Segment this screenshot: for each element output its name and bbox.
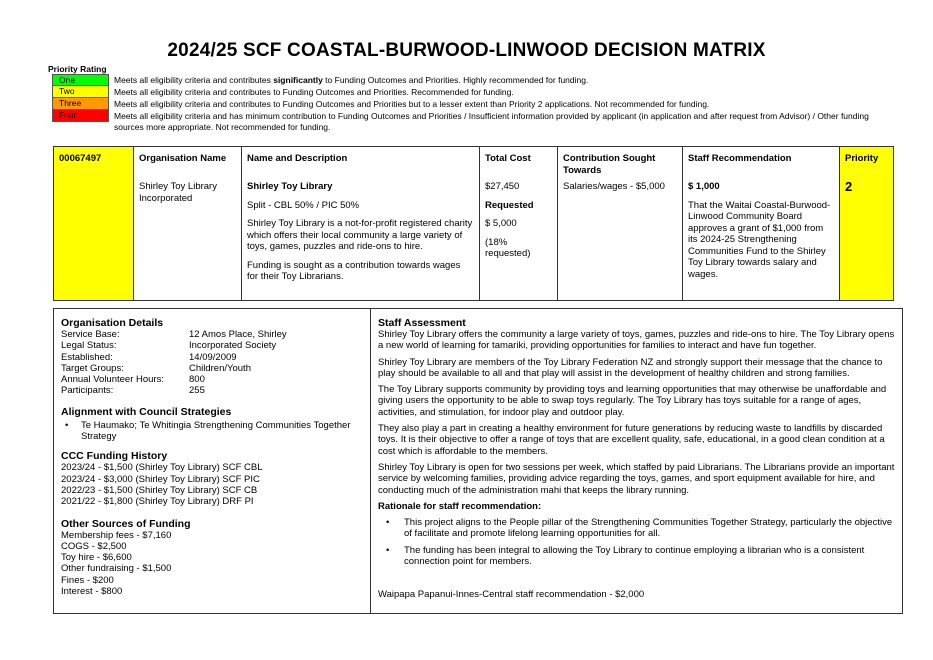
project-name: Shirley Toy Library [247,181,333,192]
rationale-item: • This project aligns to the People pillar of the Strengthening Communities Together Strategy, particularly the objective of facilitate and promote lifelong learning opportunities for all. [378,517,895,540]
application-id: 00067497 [59,153,102,164]
history-item: 2022/23 - $1,500 (Shirley Toy Library) SCF CB [61,484,258,496]
total-cost: $27,450 [485,181,520,192]
history-item: 2021/22 - $1,800 (Shirley Toy Library) DRF PI [61,496,254,508]
detail-row: Established: 14/09/2009 [61,351,237,363]
name-description-cell [242,147,480,300]
legend-row [52,98,882,110]
bullet-icon: • [386,517,390,529]
organisation-cell [134,147,242,300]
legend-row [52,86,882,98]
decision-matrix-table [53,146,894,301]
org-details-heading: Organisation Details [61,317,164,329]
rationale-item: • The funding has been integral to allowing the Toy Library to continue employing a librarian who is a consistent connection point for members. [378,545,895,568]
total-cost-cell [480,147,558,300]
legend-desc-three: Meets all eligibility criteria and contributes to Funding Outcomes and Priorities but to a lesser extent than Priority 2 applications. Not recommended for funding. [114,99,710,109]
other-board-recommendation: Waipapa Papanui-Innes-Central staff recommendation - $2,000 [378,589,645,601]
funding-source: Fines - $200 [61,574,114,586]
legend-desc-four: Meets all eligibility criteria and has minimum contribution to Funding Outcomes and Priorities / Insufficient information provided by applicant (in application and after request from Advisor) / Other funding sources more appropriate. Not recommended for funding. [114,111,869,132]
staff-rec-header: Staff Recommendation [688,153,792,164]
name-desc-header: Name and Description [247,153,348,164]
legend-row [52,110,882,132]
requested-percent: (18% requested) [485,236,531,259]
detail-row: Service Base: 12 Amos Place, Shirley [61,329,287,340]
total-cost-header: Total Cost [485,153,531,164]
alignment-heading: Alignment with Council Strategies [61,405,232,418]
detail-row: Legal Status: Incorporated Society [61,340,277,352]
detail-row: Participants: 255 [61,385,205,397]
funding-source: Membership fees - $7,160 [61,529,172,541]
funding-source: Interest - $800 [61,586,123,598]
other-funding-heading: Other Sources of Funding [61,517,191,530]
assessment-heading: Staff Assessment [378,317,466,329]
contribution-cell [558,147,683,300]
rationale-heading: Rationale for staff recommendation: [378,500,542,512]
assessment-paragraph: Shirley Toy Library is open for two sessions per week, which staffed by paid Librarians. The Librarians provide an important service by welcoming families, providing advice regarding the toys, games, and sport equipment available for hire, and conducting much of the administration mahi that keeps the library running. [378,461,895,496]
legend-key-one: One [52,74,109,86]
funding-source: Other fundraising - $1,500 [61,563,172,575]
funding-sought: Funding is sought as a contribution towards wages for their Toy Librarians. [247,259,461,282]
requested-label: Requested [485,199,534,211]
priority-legend [52,74,882,132]
priority-cell [840,147,893,300]
details-panel [53,308,903,614]
assessment-paragraph: Shirley Toy Library are members of the Toy Library Federation NZ and strongly support their message that the chance to play should be available to all and that play will assist in the development of healthy children and strong families. [378,356,883,379]
legend-desc-one: Meets all eligibility criteria and contributes significantly to Funding Outcomes and Priorities. Highly recommended for funding. [114,75,589,85]
requested-amount: $ 5,000 [485,218,517,229]
organisation-details [54,309,371,613]
bullet-icon: • [65,419,69,431]
legend-heading: Priority Rating [48,64,107,74]
funding-source: COGS - $2,500 [61,540,127,552]
assessment-paragraph: They also play a part in creating a healthy environment for future generations by reducing waste to landfills by discarded toys. It is their objective to offer a range of toys that are excellent quality, safe, educational, in a good clean condition at a cost which is affordable to the members. [378,423,885,457]
funding-split: Split - CBL 50% / PIC 50% [247,199,360,211]
history-item: 2023/24 - $3,000 (Shirley Toy Library) SCF PIC [61,473,260,485]
priority-header: Priority [845,153,879,164]
legend-desc-two: Meets all eligibility criteria and contributes to Funding Outcomes and Priorities. Recommended for funding. [114,87,514,97]
alignment-item: • Te Haumako; Te Whitingia Strengthening Communities Together Strategy [65,419,351,443]
funding-history-heading: CCC Funding History [61,450,168,463]
legend-key-two: Two [52,86,109,98]
staff-assessment [371,309,902,613]
legend-row [52,74,882,86]
org-header: Organisation Name [139,153,227,164]
project-description: Shirley Toy Library is a not-for-profit registered charity which offers their local community a large variety of toys, games, puzzles and ride-ons to hire. [247,218,473,252]
funding-source: Toy hire - $6,600 [61,552,132,564]
bullet-icon: • [386,544,390,556]
assessment-paragraph: The Toy Library supports community by providing toys and learning opportunities that may otherwise be unaffordable and giving users the opportunity to be able to swap toys regularly. The Toy Library has toys suitable for a range of ages, activities, and stimulation, for indoor play and outdoor play. [378,384,887,418]
legend-key-four: Four [52,110,109,122]
recommended-amount: $ 1,000 [688,181,720,192]
org-name: Shirley Toy Library Incorporated [139,181,217,204]
priority-value: 2 [845,179,853,194]
detail-row: Annual Volunteer Hours: 800 [61,374,205,386]
application-id-cell [54,147,134,300]
assessment-paragraph: Shirley Toy Library offers the community a large variety of toys, games, puzzles and ride-ons to hire. The Toy Library opens a new world of learning for tamariki, providing opportunities for families to interact and have fun together. [378,329,895,352]
legend-key-three: Three [52,98,109,110]
detail-row: Target Groups: Children/Youth [61,362,251,374]
page-title: 2024/25 SCF COASTAL-BURWOOD-LINWOOD DECISION MATRIX [167,40,766,61]
contribution-header: Contribution Sought Towards [563,153,656,176]
recommendation-text: That the Waitai Coastal-Burwood-Linwood Community Board approves a grant of $1,000 from its 2024-25 Strengthening Communities Fund to the Shirley Toy Library towards salary and wages. [688,199,831,280]
contribution-value: Salaries/wages - $5,000 [563,181,665,192]
staff-recommendation-cell [683,147,840,300]
history-item: 2023/24 - $1,500 (Shirley Toy Library) SCF CBL [61,462,263,474]
